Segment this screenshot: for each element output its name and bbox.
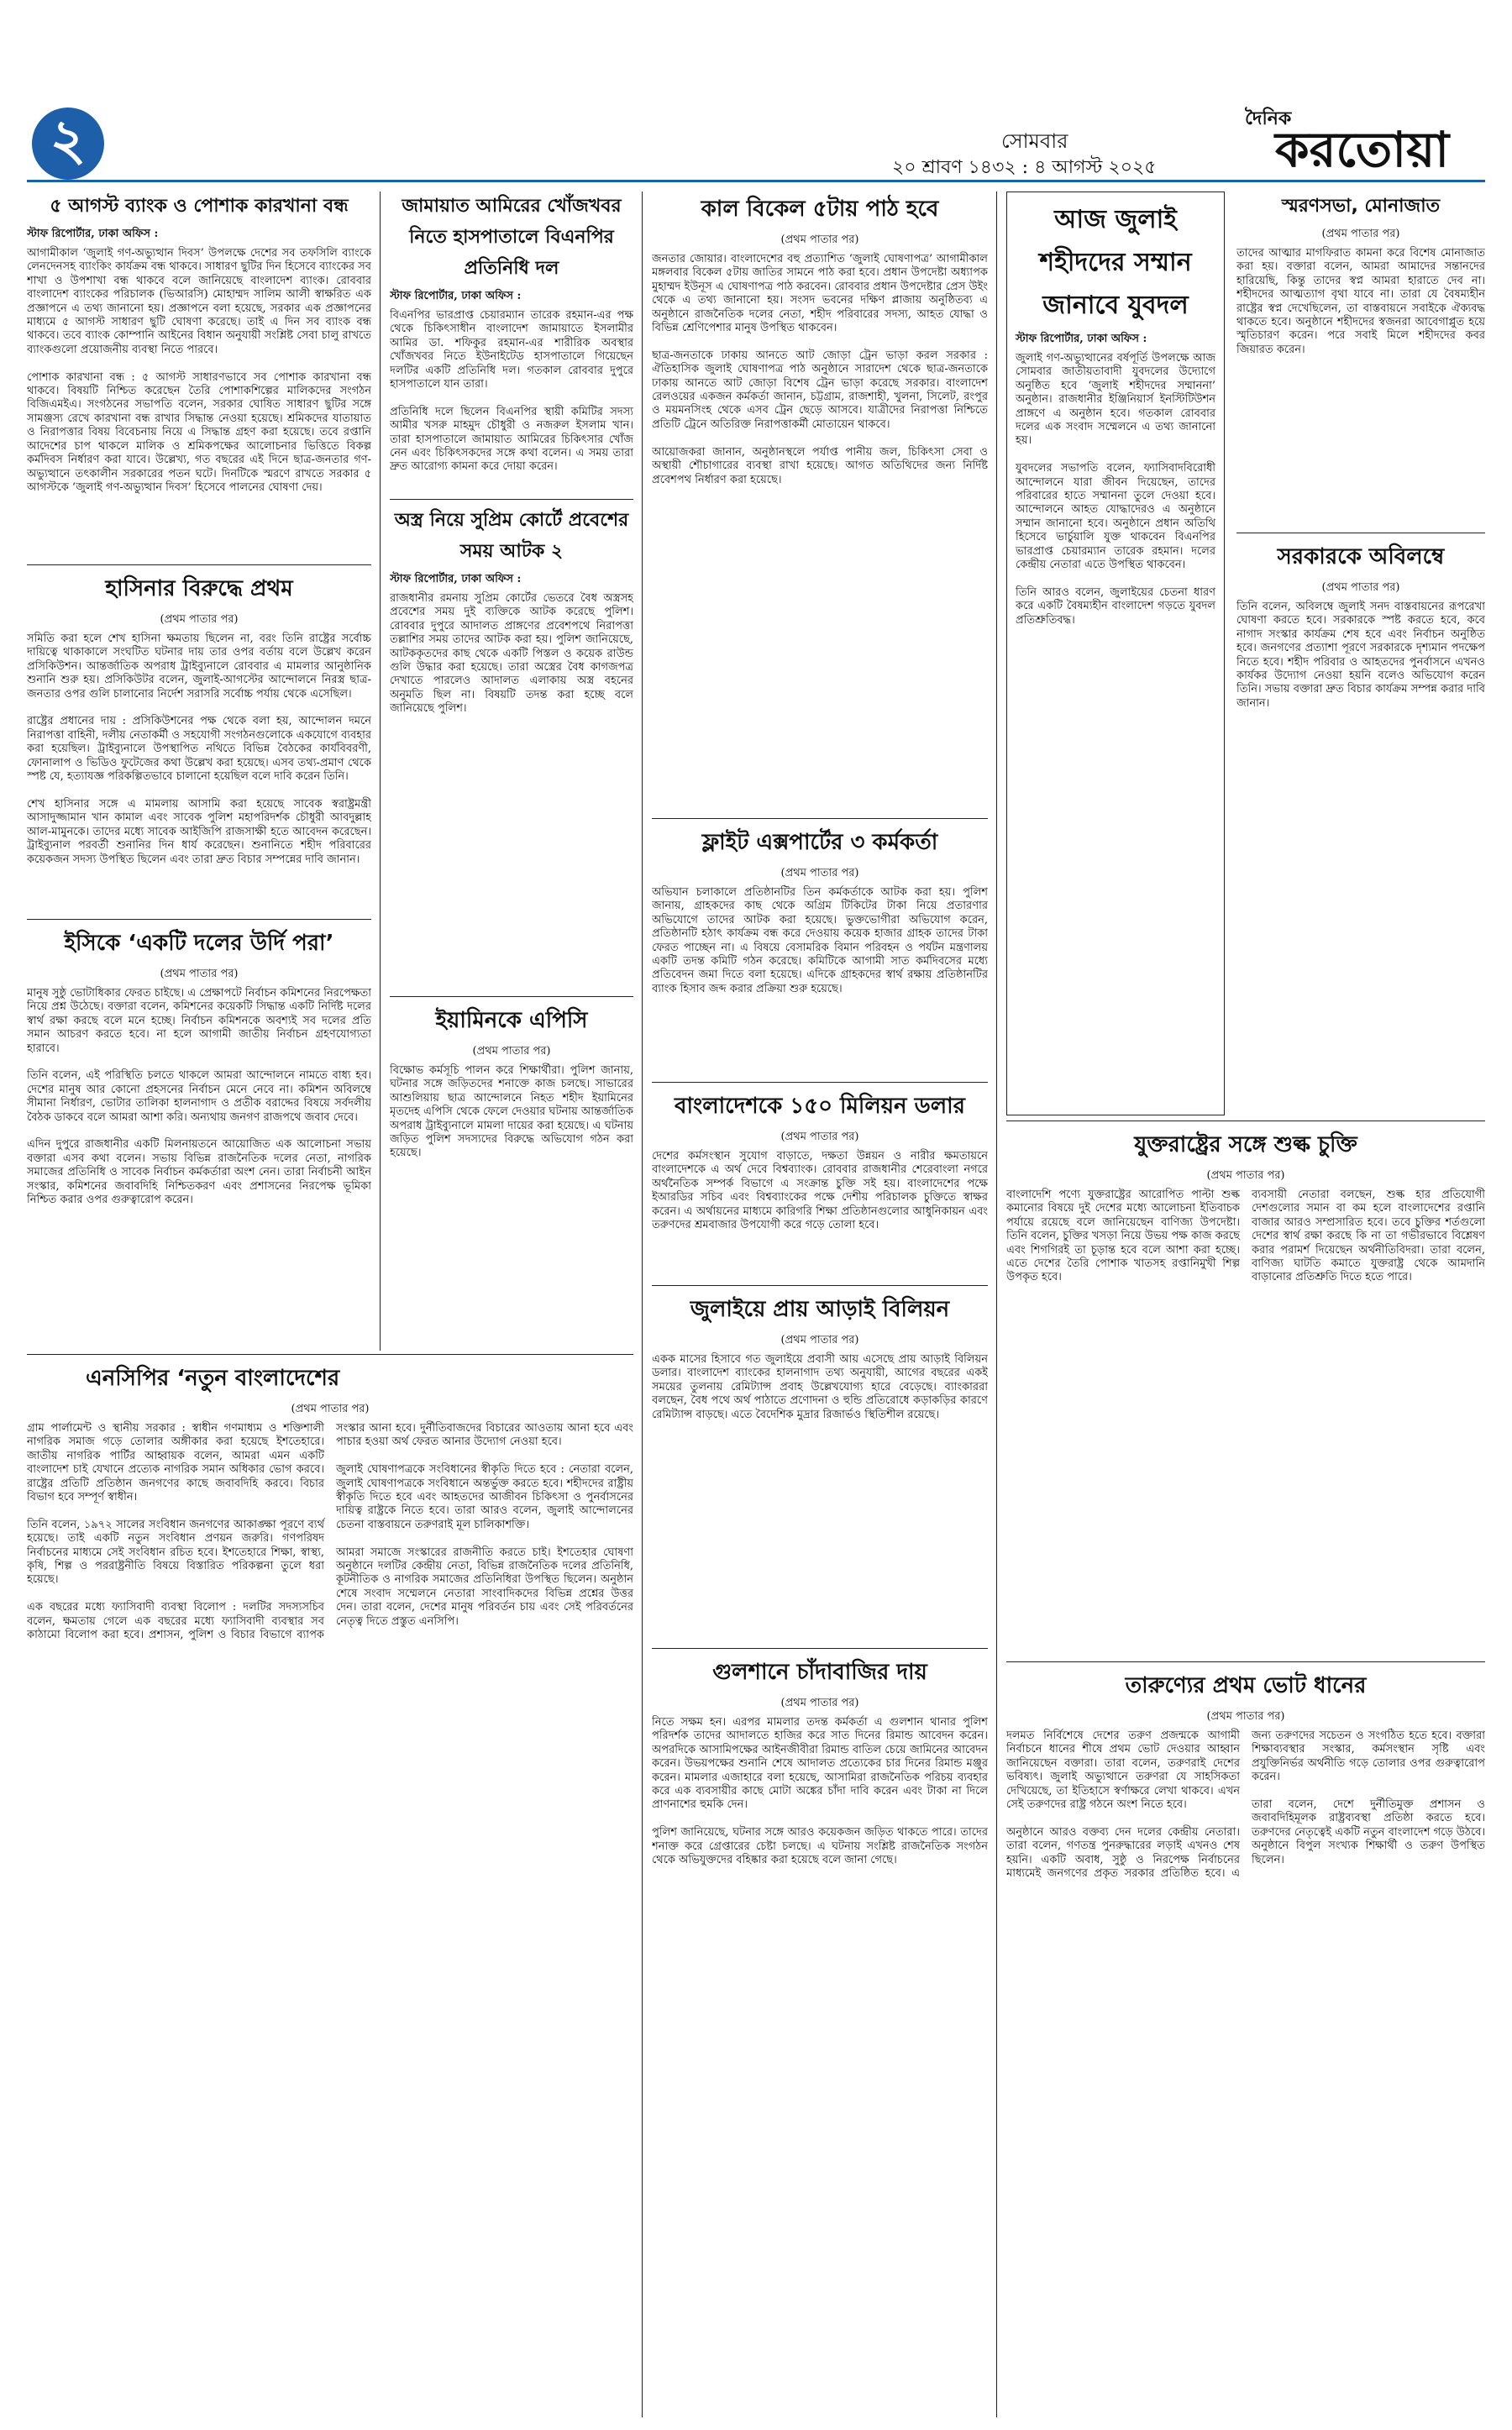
continued-line: (প্রথম পাতার পর) — [160, 968, 239, 980]
article-body: বিএনপির ভারপ্রাপ্ত চেয়ারম্যান তারেক রহমান-এর পক্ষ থেকে চিকিৎসাধীন বাংলাদেশ জামায়াতে ইসলামীর আমির ডা. শফিকুর রহমান-এর শারীরিক অবস্থার খোঁজখবর নিতে ইউনাইটেড হাসপাতালে গিয়েছেন দলটির একটি প্রতিনিধি দল। গতকাল রোববার দুপুরে হাসপাতালে যান তারা। প্রতিনিধি দলে ছিলেন বিএনপির স্থায়ী কমিটির সদস্য আমীর খসরু মাহমুদ চৌধুরী ও নজরুল ইসলাম খান। তারা হাসপাতালে জামায়াত আমিরের চিকিৎসার খোঁজ নেন এবং চিকিৎসকদের সঙ্গে কথা বলেন। এ সময় তারা দ্রুত আরোগ্য কামনা করে দোয়া করেন। — [390, 309, 633, 474]
article-body: দলমত নির্বিশেষে দেশের তরুণ প্রজন্মকে আগামী নির্বাচনে ধানের শীষে প্রথম ভোট দেওয়ার আহ্বান জানিয়েছেন বক্তারা। তারা বলেন, তরুণরাই দেশের ভবিষ্যৎ। জুলাই অভ্যুত্থানে তরুণরা যে সাহসিকতা দেখিয়েছে, তা ইতিহাসে স্বর্ণাক্ষরে লেখা থাকবে। এখন সেই তরুণদের রাষ্ট্র গঠনে অংশ নিতে হবে। অনুষ্ঠানে আরও বক্তব্য দেন দলের কেন্দ্রীয় নেতারা। তারা বলেন, গণতন্ত্র পুনরুদ্ধারের লড়াই এখনও শেষ হয়নি। একটি অবাধ, সুষ্ঠু ও নিরপেক্ষ নির্বাচনের মাধ্যমেই জনগণের প্রকৃত সরকার প্রতিষ্ঠিত হবে। এ জন্য তরুণদের সচেতন ও সংগঠিত হতে হবে। বক্তারা শিক্ষাব্যবস্থার সংস্কার, কর্মসংস্থান সৃষ্টি এবং প্রযুক্তিনির্ভর অর্থনীতি গড়ে তোলার ওপর গুরুত্বারোপ করেন। তারা বলেন, দেশে দুর্নীতিমুক্ত প্রশাসন ও জবাবদিহিমূলক রাষ্ট্রব্যবস্থা প্রতিষ্ঠা করতে হবে। তরুণদের নেতৃত্বেই একটি নতুন বাংলাদেশ গড়ে উঠবে। অনুষ্ঠানে বিপুল সংখ্যক শিক্ষার্থী ও তরুণ উপস্থিত ছিলেন। — [1006, 1729, 1485, 1881]
article-body: মানুষ সুষ্ঠু ভোটাধিকার ফেরত চাইছে। এ প্রেক্ষাপটে নির্বাচন কমিশনের নিরপেক্ষতা নিয়ে প্রশ্ন উঠেছে। বক্তারা বলেন, কমিশনের কয়েকটি সিদ্ধান্ত একটি নির্দিষ্ট দলের স্বার্থ রক্ষা করছে বলে মনে হচ্ছে। নির্বাচন কমিশনকে অবশ্যই সব দলের প্রতি সমান আচরণ করতে হবে। না হলে আগামী জাতীয় নির্বাচন গ্রহণযোগ্যতা হারাবে। তিনি বলেন, এই পরিস্থিতি চলতে থাকলে আমরা আন্দোলনে নামতে বাধ্য হব। দেশের মানুষ আর কোনো প্রহসনের নির্বাচন মেনে নেবে না। কমিশন অবিলম্বে সীমানা নির্ধারণ, ভোটার তালিকা হালনাগাদ ও প্রতীক বরাদ্দের বিষয়ে সর্বদলীয় বৈঠক ডাকবে বলে আমরা আশা করি। অন্যথায় জনগণ রাজপথে জবাব দেবে। এদিন দুপুরে রাজধানীর একটি মিলনায়তনে আয়োজিত এক আলোচনা সভায় বক্তারা এসব কথা বলেন। সভায় বিভিন্ন রাজনৈতিক দলের নেতা, নাগরিক সমাজের প্রতিনিধি ও সাবেক নির্বাচন কর্মকর্তারা অংশ নেন। তারা নির্বাচনী আইন সংস্কার, কমিশনের জবাবদিহি নিশ্চিতকরণ এবং প্রশাসনের নিরপেক্ষ ভূমিকা নিশ্চিত করার ওপর গুরুত্বারোপ করেন। — [27, 987, 371, 1207]
divider — [390, 996, 633, 997]
article-youth-vote — [1006, 1668, 1485, 2419]
article-body: রাজধানীর রমনায় সুপ্রিম কোর্টের ভেতরে বৈধ অস্ত্রসহ প্রবেশের সময় দুই ব্যক্তিকে আটক করেছে পুলিশ। রোববার দুপুরে আদালত প্রাঙ্গণের প্রবেশপথে নিরাপত্তা তল্লাশির সময় তাদের আটক করা হয়। পুলিশ জানিয়েছে, আটককৃতদের কাছ থেকে একটি পিস্তল ও কয়েক রাউন্ড গুলি উদ্ধার করা হয়েছে। তারা অস্ত্রের বৈধ কাগজপত্র দেখাতে পারলেও আদালত এলাকায় অস্ত্র বহনের অনুমতি ছিল না। বিষয়টি তদন্ত করা হচ্ছে বলে জানিয়েছে পুলিশ। — [390, 592, 633, 716]
article-body: জুলাই গণ-অভ্যুত্থানের বর্ষপূর্তি উপলক্ষে আজ সোমবার জাতীয়তাবাদী যুবদলের উদ্যোগে অনুষ্ঠিত হবে ‘জুলাই শহীদদের সম্মাননা’ অনুষ্ঠান। রাজধানীর ইঞ্জিনিয়ার্স ইনস্টিটিউশন প্রাঙ্গণে এ অনুষ্ঠান হবে। গতকাল রোববার দলের এক সংবাদ সম্মেলনে এ তথ্য জানানো হয়। যুবদলের সভাপতি বলেন, ফ্যাসিবাদবিরোধী আন্দোলনে যারা জীবন দিয়েছেন, তাদের পরিবারের হাতে সম্মাননা তুলে দেওয়া হবে। আন্দোলনে আহত যোদ্ধাদেরও এ অনুষ্ঠানে সম্মান জানানো হবে। অনুষ্ঠানে প্রধান অতিথি হিসেবে ভার্চুয়ালি যুক্ত থাকবেন বিএনপির ভারপ্রাপ্ত চেয়ারম্যান তারেক রহমান। দলের কেন্দ্রীয় নেতারা এতে উপস্থিত থাকবেন। তিনি আরও বলেন, জুলাইয়ের চেতনা ধারণ করে একটি বৈষম্যহীন বাংলাদেশ গড়তে যুবদল প্রতিশ্রুতিবদ্ধ। — [1016, 352, 1215, 627]
article-july-heroes — [1006, 192, 1225, 1115]
article-us-tariff — [1006, 1127, 1485, 1656]
headline: ইয়ামিনকে এপিসি — [435, 1008, 588, 1033]
article-ec-party — [27, 926, 371, 1346]
header-date: ২০ শ্রাবণ ১৪৩২ : ৪ আগস্ট ২০২৫ — [892, 157, 1157, 178]
headline: গুলশানে চাঁদাবাজির দায় — [712, 1660, 927, 1685]
divider — [390, 499, 633, 500]
article-usd-aid — [652, 1089, 988, 1282]
article-body: জনতার জোয়ার। বাংলাদেশের বহু প্রত্যাশিত ‘জুলাই ঘোষণাপত্র’ আগামীকাল মঙ্গলবার বিকেল ৫টায় জাতির সামনে পাঠ করা হবে। প্রধান উপদেষ্টা অধ্যাপক মুহাম্মদ ইউনূস এ ঘোষণাপত্র পাঠ করবেন। রোববার প্রধান উপদেষ্টার প্রেস উইং থেকে এ তথ্য জানানো হয়। সংসদ ভবনের দক্ষিণ প্লাজায় অনুষ্ঠিতব্য এ অনুষ্ঠানে রাজনৈতিক দলের নেতা, শহীদ পরিবারের সদস্য, আহত যোদ্ধা ও বিভিন্ন শ্রেণিপেশার মানুষ উপস্থিত থাকবেন। ছাত্র-জনতাকে ঢাকায় আনতে আট জোড়া ট্রেন ভাড়া করল সরকার : ঐতিহাসিক জুলাই ঘোষণাপত্র পাঠ অনুষ্ঠানে সারাদেশ থেকে ছাত্র-জনতাকে ঢাকায় আনতে আট জোড়া বিশেষ ট্রেন ভাড়া করেছে সরকার। বাংলাদেশ রেলওয়ের একজন কর্মকর্তা জানান, চট্টগ্রাম, রাজশাহী, খুলনা, সিলেট, রংপুর ও ময়মনসিংহ থেকে এসব ট্রেন ছেড়ে আসবে। যাত্রীদের নিরাপত্তা নিশ্চিতে প্রতিটি ট্রেনে অতিরিক্ত নিরাপত্তাকর্মী মোতায়েন থাকবে। আয়োজকরা জানান, অনুষ্ঠানস্থলে পর্যাপ্ত পানীয় জল, চিকিৎসা সেবা ও অস্থায়ী শৌচাগারের ব্যবস্থা রাখা হয়েছে। আগত অতিথিদের জন্য নির্দিষ্ট প্রবেশপথ নির্ধারণ করা হয়েছে। — [652, 253, 988, 486]
continued-line: (প্রথম পাতার পর) — [780, 867, 859, 879]
article-govt-immediate — [1236, 539, 1485, 1110]
continued-line: (প্রথম পাতার পর) — [780, 234, 859, 246]
article-hasina-case — [27, 571, 371, 916]
headline: জামায়াত আমিরের খোঁজখবর নিতে হাসপাতালে বিএনপির প্রতিনিধি দল — [402, 196, 622, 279]
divider — [27, 1354, 633, 1355]
headline: সরকারকে অবিলম্বে — [1277, 544, 1445, 569]
headline: হাসিনার বিরুদ্ধে প্রথম — [105, 576, 293, 601]
article-ishamim — [390, 1003, 633, 1347]
continued-line: (প্রথম পাতার পর) — [780, 1131, 859, 1143]
divider — [1006, 1661, 1485, 1662]
headline: ৫ আগস্ট ব্যাংক ও পোশাক কারখানা বন্ধ — [50, 196, 349, 217]
article-body: তিনি বলেন, অবিলম্বে জুলাই সনদ বাস্তবায়নের রূপরেখা ঘোষণা করতে হবে। সরকারকে স্পষ্ট করতে হবে, কবে নাগাদ সংস্কার কার্যক্রম শেষ হবে এবং নির্বাচন অনুষ্ঠিত হবে। জনগণের প্রত্যাশা পূরণে সরকারকে দৃশ্যমান পদক্ষেপ নিতে হবে। শহীদ পরিবার ও আহতদের পুনর্বাসনে এখনও কার্যকর উদ্যোগ নেওয়া হয়নি বলেও অভিযোগ করেন তিনি। সভায় বক্তারা দ্রুত বিচার কার্যক্রম সম্পন্ন করার দাবি জানান। — [1236, 601, 1485, 710]
article-bank-closure — [27, 192, 371, 561]
column-rule — [996, 192, 997, 2417]
continued-line: (প্রথম পাতার পর) — [780, 1334, 859, 1346]
headline: যুক্তরাষ্ট্রের সঙ্গে শুল্ক চুক্তি — [1134, 1132, 1357, 1157]
column-rule — [642, 192, 643, 2417]
article-body: নিতে সক্ষম হন। এরপর মামলার তদন্ত কর্মকর্তা এ গুলশান থানার পুলিশ পরিদর্শক তাদের আদালতে হাজির করে সাত দিনের রিমান্ড আবেদন করেন। অপরদিকে আসামিপক্ষের আইনজীবীরা রিমান্ড বাতিল চেয়ে জামিনের আবেদন করেন। উভয়পক্ষের শুনানি শেষে আদালত প্রত্যেকের চার দিনের রিমান্ড মঞ্জুর করেন। মামলার এজাহারে বলা হয়েছে, আসামিরা রাজনৈতিক পরিচয় ব্যবহার করে এক ব্যবসায়ীর কাছে মোটা অঙ্কের চাঁদা দাবি করেন এবং টাকা না দিলে প্রাণনাশের হুমকি দেন। পুলিশ জানিয়েছে, ঘটনার সঙ্গে আরও কয়েকজন জড়িত থাকতে পারে। তাদের শনাক্ত করে গ্রেপ্তারের চেষ্টা চলছে। এ ঘটনায় সংশ্লিষ্ট রাজনৈতিক সংগঠন থেকে অভিযুক্তদের বহিষ্কার করা হয়েছে বলে জানা গেছে। — [652, 1716, 988, 1867]
headline: এনসিপির ‘নতুন বাংলাদেশের — [86, 1366, 340, 1391]
headline: অস্ত্র নিয়ে সুপ্রিম কোর্টে প্রবেশের সময় আটক ২ — [394, 510, 629, 562]
page-number-badge: ২ — [32, 108, 104, 180]
divider — [27, 919, 371, 920]
article-body: গ্রাম পার্লামেন্ট ও স্থানীয় সরকার : স্বাধীন গণমাধ্যম ও শক্তিশালী নাগরিক সমাজ গড়ে তোলার অঙ্গীকার করা হয়েছে ইশতেহারে। জাতীয় নাগরিক পার্টির আহ্বায়ক বলেন, আমরা এমন একটি বাংলাদেশ চাই যেখানে প্রত্যেক নাগরিক সমান অধিকার ভোগ করবে। রাষ্ট্রের প্রতিটি প্রতিষ্ঠান জনগণের কাছে জবাবদিহি করবে। বিচার বিভাগ হবে সম্পূর্ণ স্বাধীন। তিনি বলেন, ১৯৭২ সালের সংবিধান জনগণের আকাঙ্ক্ষা পূরণে ব্যর্থ হয়েছে। তাই একটি নতুন সংবিধান প্রণয়ন জরুরি। গণপরিষদ নির্বাচনের মাধ্যমে সেই সংবিধান রচিত হবে। ইশতেহারে শিক্ষা, স্বাস্থ্য, কৃষি, শিল্প ও পররাষ্ট্রনীতি বিষয়ে বিস্তারিত পরিকল্পনা তুলে ধরা হয়েছে। এক বছরের মধ্যে ফ্যাসিবাদী ব্যবস্থা বিলোপ : দলটির সদস্যসচিব বলেন, ক্ষমতায় গেলে এক বছরের মধ্যে ফ্যাসিবাদী ব্যবস্থার সব কাঠামো বিলোপ করা হবে। প্রশাসন, পুলিশ ও বিচার বিভাগে ব্যাপক সংস্কার আনা হবে। দুর্নীতিবাজদের বিচারের আওতায় আনা হবে এবং পাচার হওয়া অর্থ ফেরত আনার উদ্যোগ নেওয়া হবে। জুলাই ঘোষণাপত্রকে সংবিধানের স্বীকৃতি দিতে হবে : নেতারা বলেন, জুলাই ঘোষণাপত্রকে সংবিধানে অন্তর্ভুক্ত করতে হবে। শহীদদের রাষ্ট্রীয় স্বীকৃতি দিতে হবে এবং আহতদের আজীবন চিকিৎসা ও পুনর্বাসনের দায়িত্ব রাষ্ট্রকে নিতে হবে। তারা আরও বলেন, জুলাই আন্দোলনের চেতনা বাস্তবায়নে তরুণরাই মূল চালিকাশক্তি। আমরা সমাজে সংস্কারের রাজনীতি করতে চাই। ইশতেহার ঘোষণা অনুষ্ঠানে দলটির কেন্দ্রীয় নেতা, বিভিন্ন রাজনৈতিক দলের প্রতিনিধি, কূটনীতিক ও নাগরিক সমাজের প্রতিনিধিরা উপস্থিত ছিলেন। অনুষ্ঠান শেষে সংবাদ সম্মেলনে নেতারা সাংবাদিকদের বিভিন্ন প্রশ্নের উত্তর দেন। তারা বলেন, দেশের মানুষ পরিবর্তন চায় এবং সেই পরিবর্তনের নেতৃত্ব দিতে প্রস্তুত এনসিপি। — [27, 1422, 633, 1642]
masthead-logo — [1245, 104, 1480, 178]
divider — [652, 1285, 988, 1286]
continued-line: (প্রথম পাতার পর) — [291, 1403, 370, 1415]
article-memorial — [1236, 192, 1485, 527]
article-court-arrest — [390, 506, 633, 993]
article-body: বাংলাদেশি পণ্যে যুক্তরাষ্ট্রের আরোপিত পাল্টা শুল্ক কমানোর বিষয়ে দুই দেশের মধ্যে আলোচনা ইতিবাচক পর্যায়ে রয়েছে বলে জানিয়েছেন বাণিজ্য উপদেষ্টা। তিনি বলেন, চুক্তির খসড়া নিয়ে উভয় পক্ষ কাজ করছে এবং শিগগিরই তা চূড়ান্ত হবে বলে আশা করা হচ্ছে। এতে দেশের তৈরি পোশাক খাতসহ রপ্তানিমুখী শিল্প উপকৃত হবে। ব্যবসায়ী নেতারা বলছেন, শুল্ক হার প্রতিযোগী দেশগুলোর সমান বা কম হলে বাংলাদেশের রপ্তানি বাজার আরও সম্প্রসারিত হবে। তবে চুক্তির শর্তগুলো দেশের স্বার্থ রক্ষা করছে কি না তা গভীরভাবে বিশ্লেষণ করার পরামর্শ দিয়েছেন অর্থনীতিবিদরা। তারা বলেন, বাণিজ্য ঘাটতি কমাতে যুক্তরাষ্ট্র থেকে আমদানি বাড়ানোর প্রতিশ্রুতি দিতে হতে পারে। — [1006, 1189, 1485, 1284]
article-body: অভিযান চলাকালে প্রতিষ্ঠানটির তিন কর্মকর্তাকে আটক করা হয়। পুলিশ জানায়, গ্রাহকদের কাছ থেকে অগ্রিম টিকিটের টাকা নিয়ে প্রতারণার অভিযোগে তাদের আটক করা হয়েছে। ভুক্তভোগীরা অভিযোগ করেন, প্রতিষ্ঠানটি হঠাৎ কার্যক্রম বন্ধ করে দেওয়ায় কয়েক হাজার গ্রাহক তাদের টাকা ফেরত পাচ্ছেন না। এ বিষয়ে বেসামরিক বিমান পরিবহন ও পর্যটন মন্ত্রণালয় একটি তদন্ত কমিটি গঠন করেছে। কমিটিকে আগামী সাত কর্মদিবসের মধ্যে প্রতিবেদন জমা দিতে বলা হয়েছে। এদিকে গ্রাহকদের স্বার্থ রক্ষায় প্রতিষ্ঠানটির ব্যাংক হিসাব জব্দ করার প্রক্রিয়া শুরু হয়েছে। — [652, 886, 988, 995]
continued-line: (প্রথম পাতার পর) — [1206, 1169, 1285, 1182]
byline: স্টাফ রিপোর্টার, ঢাকা অফিস : — [390, 573, 522, 585]
article-body: একক মাসের হিসাবে গত জুলাইয়ে প্রবাসী আয় এসেছে প্রায় আড়াই বিলিয়ন ডলার। বাংলাদেশ ব্যাংকের হালনাগাদ তথ্য অনুযায়ী, আগের বছরের একই সময়ের তুলনায় রেমিট্যান্স প্রবাহ উল্লেখযোগ্য হারে বেড়েছে। ব্যাংকাররা বলছেন, বৈধ পথে অর্থ পাঠাতে প্রণোদনা ও হুন্ডি প্রতিরোধে কড়াকড়ির কারণে রেমিট্যান্স বাড়ছে। এতে বৈদেশিক মুদ্রার রিজার্ভও স্থিতিশীল রয়েছে। — [652, 1353, 988, 1421]
article-jamaat — [390, 192, 633, 494]
continued-line: (প্রথম পাতার পর) — [1321, 581, 1400, 594]
headline: তারুণ্যের প্রথম ভোট ধানের — [1125, 1673, 1367, 1698]
divider — [652, 818, 988, 819]
header-rule — [27, 180, 1485, 182]
article-body: সমিতি করা হলে শেখ হাসিনা ক্ষমতায় ছিলেন না, বরং তিনি রাষ্ট্রের সর্বোচ্চ দায়িত্বে থাকাকালে সংঘটিত ঘটনার দায় তার ওপর বর্তায় বলে উল্লেখ করেন প্রসিকিউশন। আন্তর্জাতিক অপরাধ ট্রাইব্যুনালে রোববার এ মামলার আনুষ্ঠানিক শুনানি শুরু হয়। প্রসিকিউটর বলেন, জুলাই-আগস্টের আন্দোলনে নিরস্ত্র ছাত্র-জনতার ওপর গুলি চালানোর নির্দেশ সরাসরি সর্বোচ্চ পর্যায় থেকে এসেছিল। রাষ্ট্রের প্রধানের দায় : প্রসিকিউশনের পক্ষ থেকে বলা হয়, আন্দোলন দমনে নিরাপত্তা বাহিনী, দলীয় নেতাকর্মী ও সহযোগী সংগঠনগুলোকে একযোগে ব্যবহার করা হয়েছিল। ট্রাইব্যুনালে উপস্থাপিত নথিতে বিভিন্ন বৈঠকের কার্যবিবরণী, ফোনালাপ ও ভিডিও ফুটেজের কথা উল্লেখ করা হয়েছে। এসব তথ্য-প্রমাণ থেকে স্পষ্ট যে, হত্যাযজ্ঞ পরিকল্পিতভাবে চালানো হয়েছিল বলে দাবি করেন তিনি। শেখ হাসিনার সঙ্গে এ মামলায় আসামি করা হয়েছে সাবেক স্বরাষ্ট্রমন্ত্রী আসাদুজ্জামান খান কামাল এবং সাবেক পুলিশ মহাপরিদর্শক চৌধুরী আবদুল্লাহ আল-মামুনকে। তাদের মধ্যে সাবেক আইজিপি রাজসাক্ষী হতে আবেদন করেছেন। ট্রাইব্যুনাল পরবর্তী শুনানির দিন ধার্য করেছেন। শুনানিতে শহীদ পরিবারের কয়েকজন সদস্য উপস্থিত ছিলেন এবং তারা দ্রুত বিচার সম্পন্নের দাবি জানান। — [27, 632, 371, 866]
continued-line: (প্রথম পাতার পর) — [472, 1045, 551, 1058]
article-gulshan — [652, 1655, 988, 2419]
headline: ইসিকে ‘একটি দলের উর্দি পরা’ — [64, 931, 334, 956]
article-body: বিক্ষোভ কর্মসূচি পালন করে শিক্ষার্থীরা। পুলিশ জানায়, ঘটনার সঙ্গে জড়িতদের শনাক্তে কাজ চলছে। সাভারের আশুলিয়ায় ছাত্র আন্দোলনে নিহত শহীদ ইয়ামিনের মৃতদেহ এপিসি থেকে ফেলে দেওয়ার ঘটনায় আন্তর্জাতিক অপরাধ ট্রাইব্যুনালে মামলা দায়ের করা হয়েছে। এ ঘটনায় জড়িত পুলিশ সদস্যদের বিরুদ্ধে অভিযোগ গঠন করা হয়েছে। — [390, 1064, 633, 1160]
article-body: তাদের আত্মার মাগফিরাত কামনা করে বিশেষ মোনাজাত করা হয়। বক্তারা বলেন, আমরা আমাদের সন্তানদের হারিয়েছি, কিন্তু তাদের স্বপ্ন আমরা হারাতে দেব না। শহীদদের আত্মত্যাগ বৃথা যাবে না। তারা যে বৈষম্যহীন রাষ্ট্রের স্বপ্ন দেখেছিলেন, তা বাস্তবায়নে সবাইকে ঐক্যবদ্ধ থাকতে হবে। অনুষ্ঠানে শহীদদের স্বজনরা আবেগাপ্লুত হয়ে স্মৃতিচারণ করেন। পরে সবাই মিলে শহীদদের কবর জিয়ারত করেন। — [1236, 247, 1485, 356]
header-day: সোমবার — [1001, 129, 1068, 153]
headline: জুলাইয়ে প্রায় আড়াই বিলিয়ন — [690, 1297, 950, 1322]
headline: আজ জুলাই শহীদদের সম্মান জানাবে যুবদল — [1039, 205, 1192, 320]
byline: স্টাফ রিপোর্টার, ঢাকা অফিস : — [1016, 333, 1147, 345]
divider — [652, 1082, 988, 1083]
article-ncp — [27, 1361, 633, 2419]
byline: স্টাফ রিপোর্টার, ঢাকা অফিস : — [27, 228, 159, 240]
newspaper-page — [27, 0, 1485, 2430]
column-rule — [380, 192, 381, 1351]
logo-big-text: করতোয়া — [1275, 121, 1450, 178]
byline: স্টাফ রিপোর্টার, ঢাকা অফিস : — [390, 290, 522, 302]
divider — [652, 1648, 988, 1649]
article-flight-expert — [652, 825, 988, 1077]
article-body: দেশের কর্মসংস্থান সুযোগ বাড়াতে, দক্ষতা উন্নয়ন ও নারীর ক্ষমতায়নে বাংলাদেশকে এ অর্থ দেবে বিশ্বব্যাংক। রোববার রাজধানীর শেরেবাংলা নগরে অর্থনৈতিক সম্পর্ক বিভাগে এ সংক্রান্ত চুক্তি সই হয়। বাংলাদেশের পক্ষে ইআরডির সচিব এবং বিশ্বব্যাংকের পক্ষে দেশীয় পরিচালক চুক্তিতে স্বাক্ষর করেন। এ অর্থায়নের মাধ্যমে কারিগরি শিক্ষা প্রতিষ্ঠানগুলোর আধুনিকায়ন এবং তরুণদের শ্রমবাজার উপযোগী করে গড়ে তোলা হবে। — [652, 1150, 988, 1232]
continued-line: (প্রথম পাতার পর) — [1321, 228, 1400, 240]
headline: বাংলাদেশকে ১৫০ মিলিয়ন ডলার — [675, 1094, 965, 1119]
logo-small-text: দৈনিক — [1245, 108, 1292, 129]
article-class-time — [652, 192, 988, 813]
divider — [27, 564, 371, 565]
continued-line: (প্রথম পাতার পর) — [160, 613, 239, 626]
headline: স্মরণসভা, মোনাজাত — [1281, 196, 1441, 217]
article-body: আগামীকাল ‘জুলাই গণ-অভ্যুত্থান দিবস’ উপলক্ষে দেশের সব তফসিলি ব্যাংকে লেনদেনসহ ব্যাংকিং কার্যক্রম বন্ধ থাকবে। সাধারণ ছুটির দিন হিসেবে ব্যাংকের সব শাখা ও উপশাখা বন্ধ থাকবে বলে জানিয়েছে বাংলাদেশ ব্যাংক। রোববার বাংলাদেশ ব্যাংকের পরিচালক (ভিআরসি) মোহাম্মদ সালিম আলী স্বাক্ষরিত এক প্রজ্ঞাপনে এ তথ্য জানানো হয়। প্রজ্ঞাপনে বলা হয়েছে, সরকার এক প্রজ্ঞাপনের মাধ্যমে ৫ আগস্ট সাধারণ ছুটি ঘোষণা করেছে। তাই এ দিন সব ব্যাংক বন্ধ থাকবে। তবে ব্যাংক কোম্পানি আইনের বিধান অনুযায়ী সংশ্লিষ্ট সেবা চালু রাখতে ব্যাংকগুলো প্রয়োজনীয় ব্যবস্থা নিতে পারবে। পোশাক কারখানা বন্ধ : ৫ আগস্ট সাধারণভাবে সব পোশাক কারখানা বন্ধ থাকবে। বিষয়টি নিশ্চিত করেছেন তৈরি পোশাকশিল্পের মালিকদের সংগঠন বিজিএমইএ। সংগঠনের সভাপতি বলেন, সরকার ঘোষিত সাধারণ ছুটির সঙ্গে সামঞ্জস্য রেখে কারখানা বন্ধ রাখার সিদ্ধান্ত নেওয়া হয়েছে। শ্রমিকদের যাতায়াত ও নিরাপত্তার বিষয় বিবেচনায় নিয়ে এ সিদ্ধান্ত গ্রহণ করা হয়েছে। তবে রপ্তানি আদেশের চাপ থাকলে মালিক ও শ্রমিকপক্ষের আলোচনার ভিত্তিতে বিকল্প কর্মদিবস নির্ধারণ করা যাবে। উল্লেখ্য, গত বছরের এই দিনে ছাত্র-জনতার গণ-অভ্যুত্থানে তৎকালীন সরকারের পতন ঘটে। দিনটিকে স্মরণে রাখতে সরকার ৫ আগস্টকে ‘জুলাই গণ-অভ্যুত্থান দিবস’ হিসেবে পালনের ঘোষণা দেয়। — [27, 247, 371, 494]
continued-line: (প্রথম পাতার পর) — [780, 1697, 859, 1709]
article-remittance — [652, 1292, 988, 1645]
continued-line: (প্রথম পাতার পর) — [1206, 1710, 1285, 1723]
headline: কাল বিকেল ৫টায় পাঠ হবে — [701, 197, 939, 222]
headline: ফ্লাইট এক্সপার্টের ৩ কর্মকর্তা — [701, 830, 938, 855]
page-header — [27, 0, 1485, 178]
